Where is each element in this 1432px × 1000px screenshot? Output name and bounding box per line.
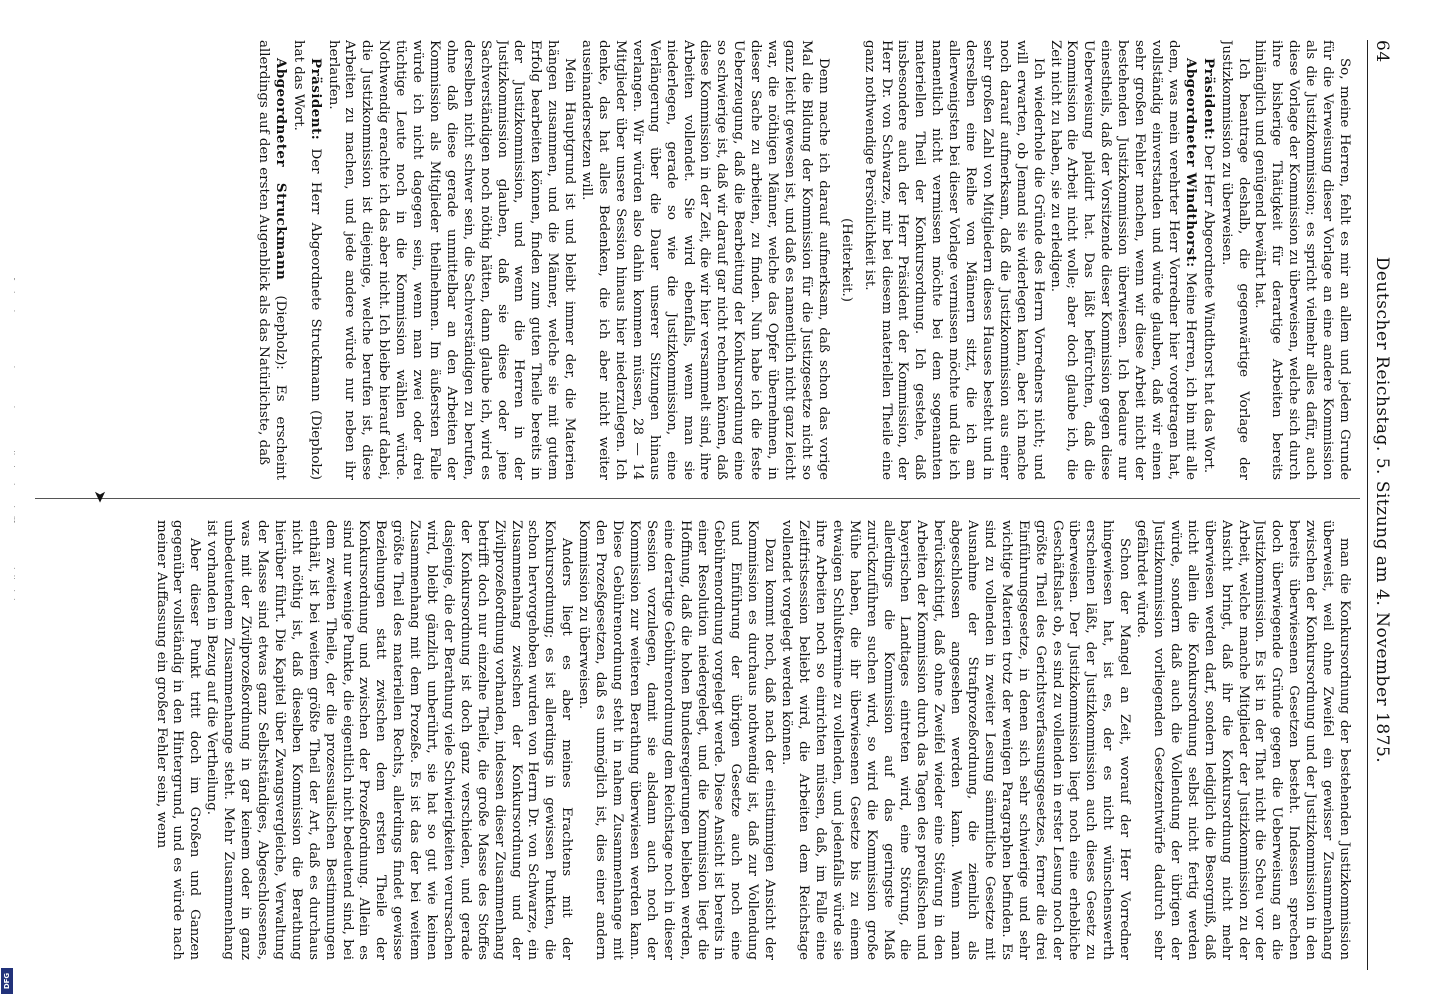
speaker-name: Präsident:	[307, 58, 324, 141]
paragraph-text: (Diepholz): Es erscheint allerdings auf den ersten Augenblick als das Natürlichste, daß	[255, 40, 288, 480]
paragraph	[837, 40, 854, 480]
page-number: 64	[1372, 40, 1392, 63]
paragraph-text: Meine Herren, ich bin mit alle dem, was mein verehrter Herr Vorredner hier vorgetragen hat, vollständig einverstanden und würde glauben, daß wir einen sehr großen Fehler machen, wenn wir diese Arbeit nicht der bestehenden Justizkommission überwiesen. Ich bedaure nur einestheils, daß der Vorsitzende dieser Kommission gegen diese Ueberweisung plaidirt hat. Das läßt befürchten, daß die Kommission die Arbeit nicht wolle; aber doch glaube ich, die Zeit nicht zu haben, sie zu erledigen.	[1047, 40, 1198, 480]
paragraph	[202, 520, 574, 960]
paragraph	[324, 40, 578, 480]
paragraph	[152, 520, 203, 960]
speaker-name: Abgeordneter Struckmann	[272, 58, 289, 281]
paragraph	[577, 40, 831, 480]
paragraph-text: Aber dieser Punkt tritt doch im Großen und Ganzen gegenüber vollständig in den Hintergrund, und es würde nach meiner Auffassung ein großer Fehler sein, wenn	[153, 520, 203, 960]
right-column	[27, 520, 1352, 960]
dfg-logo: DFG	[1, 968, 13, 994]
paragraph-text: Ich wiederhole die Gründe des Herrn Vorredners nicht; und will erwarten, ob Jemand sie widerlegen kann, aber ich mache noch darauf aufmerksam, daß die Justizkommission aus einer sehr großen Zahl von Mitgliedern dieses Hauses besteht und in derselben eine Reihe von Männern sitzt, die ich am allerwenigsten bei dieser Vorlage vermissen möchte und die ich namentlich nicht vermissen möchte bei dem sogenannten materiellen Theil der Konkursordnung. Ich gestehe, daß insbesondere auch der Herr Präsident der Kommission, der Herr Dr. von Schwarze, mir bei diesem materiellen Theile eine ganz nothwendige Persönlichkeit ist.	[861, 40, 1046, 480]
paragraph-text: Anders liegt es aber meines Erachtens mit der Konkursordnung; es ist allerdings in gewissen Punkten, die schon hervorgehoben wurden von Herrn Dr. von Schwarze, ein Zusammenhang zwischen der Konkursordnung und der Zivilprozeßordnung vorhanden, indessen dieser Zusammenhang betrifft doch nur einzelne Theile, die große Masse des Stoffes der Konkursordnung ist doch ganz verschieden, und gerade dasjenige, die der Berathung viele Schwierigkeiten verursachen wird, bleibt gänzlich unberührt, sie hat so gut wie keinen Zusammenhang mit dem Prozeße. Es ist das der bei weitem größte Theil des materiellen Rechts, allerdings findet gewisse Beziehungen statt zwischen dem ersten Theile der Konkursordnung und zwischen der Prozeßordnung. Allein es sind nur wenige Punkte, die eigentlich nicht bedeutend sind, bei dem zweiten Theile, der die prozessualischen Bestimmungen enthält, ist bei weitem größte Theil der Art, daß es durchaus nicht nöthig ist, daß dieselben Kommission die Berathung hierüber führt. Die Kapitel über Zwangsvergleiche, Verwaltung der Masse sind etwas ganz Selbstständiges, Abgeschlossenes, was mit der Zivilprozeßordnung in gar keinem oder in ganz unbedeutendem Zusammenhange steht. Mehr Zusammenhang ist vorhanden in Bezug auf die Vertheilung.	[204, 520, 575, 960]
paragraph	[1199, 40, 1217, 480]
paragraph-text: So, meine Herren, fehlt es mir an allem und jedem Grunde für die Verweisung dieser Vorlage an eine andere Kommission als die Justizkommission; es spricht vielmehr alles dafür, auch diese Vorlage der Kommission zu überweisen, welche sich durch ihre bisherige Thätigkeit für derartige Arbeiten bereits hinlänglich und genügend bewährt hat.	[1252, 40, 1352, 480]
paragraph-text: Der Herr Abgeordnete Windthorst hat das Wort.	[1200, 144, 1216, 474]
paragraph	[1251, 40, 1352, 480]
paragraph-text: Mein Hauptgrund ist und bleibt immer der, die Materien hängen zusammen, und die Männer, welche sie mit gutem Erfolg bearbeiten können, finden zum guten Theile bereits in der Justizkommission, und wenn die Herren in der Justizkommission glauben, daß sie diese oder jene Sachverständigen noch nöthig hätten, dann glaube ich, wird es derselben nicht schwer sein, die Sachverständigen zu berufen, ohne daß diese gerade unmittelbar an den Arbeiten der Kommission als Mitglieder theilnehmen. Im äußersten Falle würde ich nicht dagegen sein, wenn man zwei oder drei tüchtige Leute noch in die Kommission wählen würde. Nothwendig erachte ich das aber nicht. Ich bleibe hierauf dabei, die Justizkommission ist diejenige, welche berufen ist, diese Arbeiten zu machen, und jede andere würde nur neben ihr herlaufen.	[325, 40, 578, 480]
paragraph-text: Der Herr Abgeordnete Struckmann (Diepholz) hat das Wort.	[290, 40, 323, 480]
running-head	[1368, 40, 1392, 980]
column-divider	[35, 498, 1360, 499]
left-column	[27, 40, 1352, 480]
running-title: Deutscher Reichstag. 5. Sitzung am 4. November 1875.	[1372, 256, 1392, 764]
header-rule	[1367, 40, 1368, 970]
paragraph	[1217, 40, 1251, 480]
speaker-name: Abgeordneter Windthorst:	[1182, 58, 1199, 268]
paragraph-text: man die Konkursordnung der bestehenden Justizkommission überweist, weil ohne Zweifel ein gewisser Zusammenhang zwischen der Konkursordnung und der Justizkommission in den bereits überwiesenen Gesetzen besteht. Indessen sprechen doch überwiegende Gründe gegen die Ueberweisung an die Justizkommission. Es ist in der That nicht die Scheu vor der Arbeit, welche manche Mitglieder der Justizkommission zu der Ansicht bringt, daß ihr die Konkursordnung nicht mehr überwiesen werden darf, sondern lediglich die Besorgniß, daß nicht allein die Konkursordnung selbst nicht fertig werden würde, sondern daß auch die Vollendung der übrigen der Justizkommission vorliegenden Gesetzentwürfe dadurch sehr gefährdet würde.	[1134, 520, 1352, 960]
paragraph	[574, 520, 777, 960]
paragraph	[860, 40, 1046, 480]
speaker-name: Präsident:	[1200, 58, 1217, 141]
paragraph-text: Dazu kommt noch, daß nach der einstimmigen Ansicht der Kommission es durchaus nothwendig ist, daß zur Vollendung und Einführung der übrigen Gesetze auch noch eine Gebührenordnung vorgelegt werde. Diese Ansicht ist bereits in einer Resolution niedergelegt, und die Kommission liegt die Hoffnung, daß die hohen Bundesregierungen belieben werden, eine derartige Gebührenordnung dem Reichstage noch in dieser Session vorzulegen, damit sie alsdann auch noch der Kommission zur weiteren Berathung überwiesen werden kann. Diese Gebührenordnung steht in nahem Zusammenhange mit den Prozeßgesetzen, daß es unmöglich ist, dies einer andern Kommission zu überweisen.	[576, 520, 778, 960]
digitisation-credit	[0, 0, 14, 1000]
paragraph	[1132, 520, 1352, 960]
paragraph-text: (Heiterkeit.)	[838, 218, 854, 302]
paragraph	[1046, 40, 1199, 480]
paragraph-text: Denn mache ich darauf aufmerksam, daß schon das vorige Mal die Bildung der Kommission für die Justizgesetze nicht so ganz leicht gewesen ist, und daß es namentlich nicht ganz leicht war, die nöthigen Männer, welche das Opfer übernehmen, in dieser Sache zu arbeiten, zu finden. Nun habe ich die feste Ueberzeugung, daß die Bearbeitung der Konkursordnung eine so schwierige ist, daß wir darauf gar nicht rechnen können, daß diese Kommission in der Zeit, die wir hier versammelt sind, ihre Arbeiten vollendet. Sie wird ebenfalls, wenn man sie niederlegen, gerade so wie die Justizkommission, eine Verlängerung über die Dauer unserer Sitzungen hinaus verlangen. Wir würden also dahin kommen müssen, 28 — 14 Mitglieder über unsere Session hinaus hier niederzulegen. Ich denke, das hat alles Bedenken, die ich aber nicht weiter auseinandersetzen will.	[579, 40, 831, 480]
column-divider-arrow: ➤	[91, 490, 110, 504]
paragraph-text: Schon der Mangel an Zeit, worauf der Herr Vorredner hingewiesen hat, ist es, der es nicht wünschenswerth erscheinen läßt, der Justizkommission auch dieses Gesetz zu überweisen. Der Justizkommission liegt noch eine erhebliche Geschäftslast ob, es sind zu vollenden in erster Lesung noch der größte Theil des Gerichtsverfassungsgesetzes, ferner die drei Einführungsgesetze, in denen sich sehr schwierige und sehr wichtige Materien trotz der wenigen Paragraphen befinden. Es sind zu vollenden in zweiter Lesung sämmtliche Gesetze mit Ausnahme der Strafprozeßordnung, die ziemlich als abgeschlossen angesehen werden kann. Wenn man berücksichtigt, daß ohne Zweifel wieder eine Störung in den Arbeiten der Kommission durch das Tagen des preußischen und bayerischen Landtages eintreten wird, eine Störung, die allerdings die Kommission auf das geringste Maß zurückzuführen suchen wird, so wird die Kommission große Mühe haben, die ihr überwiesenen Gesetze bis zu einem etwaigen Schlußtermine zu vollenden, und jedenfalls würde sie ihre Arbeiten noch so einrichten müssen, daß, im Falle eine Zeitfristsession beliebt wird, die Arbeiten dem Reichstage vollendet vorgelegt werden können.	[779, 520, 1133, 960]
rotated-page-content	[15, 0, 1400, 1000]
paragraph	[254, 40, 289, 480]
paragraph	[289, 40, 324, 480]
paragraph-text: Ich beantrage deshalb, die gegenwärtige Vorlage der Justizkommission zu überweisen.	[1218, 40, 1251, 480]
paragraph	[777, 520, 1132, 960]
